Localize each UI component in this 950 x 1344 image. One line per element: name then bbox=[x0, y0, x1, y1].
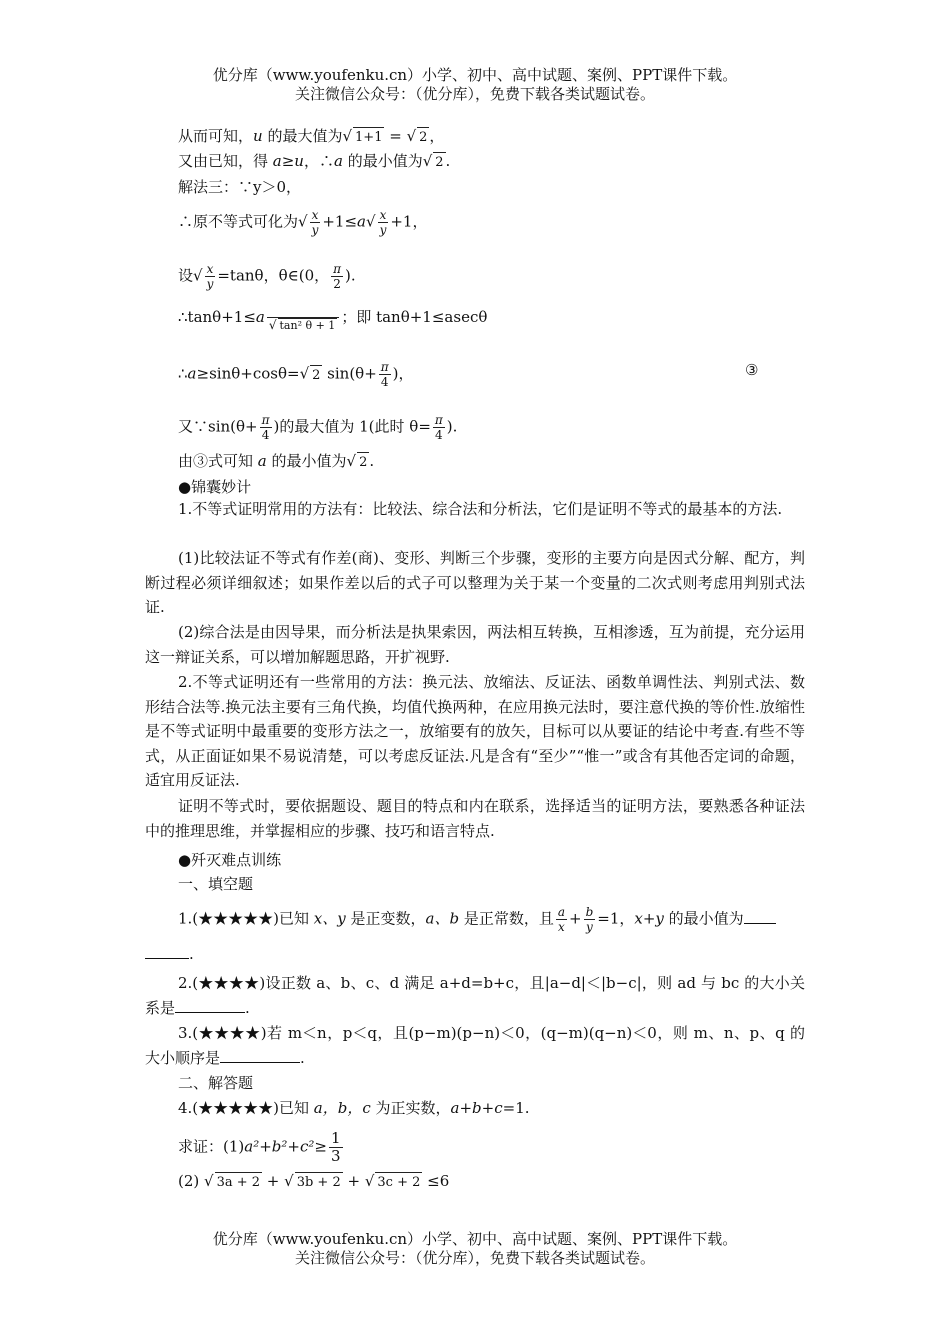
page-footer-line-2: 关注微信公众号：（优分库），免费下载各类试题试卷。 bbox=[294, 1249, 655, 1267]
solution-line-transform: ∴原不等式可化为√ $\frac{x}{y}$ +1≤a√ $\frac{x}{y}$ +1， bbox=[178, 208, 428, 237]
tips-paragraph-5: 证明不等式时，要依据题设、题目的特点和内在联系，选择适当的证明方法，要熟悉各种证法中的推理思维，并掌握相应的步骤、技巧和语言特点. bbox=[145, 797, 805, 840]
page-header-line-1: 优分库（www.youfenku.cn）小学、初中、高中试题、案例、PPT课件下载。 bbox=[212, 66, 738, 84]
solution-line-conclusion: 由③式可知 a 的最小值为√ 2 . bbox=[178, 451, 374, 473]
question-1: 1.(★★★★★)已知 x、y 是正变数，a、b 是正常数，且 $\frac{a}{x}$ + $\frac{b}{y}$ =1，x+y 的最小值为 bbox=[178, 905, 776, 934]
answer-blank-3[interactable] bbox=[220, 1048, 300, 1063]
section-answer-questions: 二、解答题 bbox=[178, 1074, 254, 1092]
question-3: 3.(★★★★)若 m＜n，p＜q，且(p−m)(p−n)＜0，(q−m)(q−n)＜0，则 m、n、p、q 的大小顺序是 . bbox=[145, 1024, 805, 1067]
page-header-line-2: 关注微信公众号：（优分库），免费下载各类试题试卷。 bbox=[294, 85, 655, 103]
question-4-part-1: 求证：(1)a²+b²+c²≥ $\frac{1}{3}$ bbox=[178, 1129, 341, 1165]
answer-blank-1b[interactable] bbox=[145, 944, 189, 959]
practice-heading: ●歼灭难点训练 bbox=[178, 851, 282, 869]
section-fill-in-blank: 一、填空题 bbox=[178, 875, 254, 893]
solution-line-max-sin: 又∵sin(θ+ $\frac{\pi}{4}$ )的最大值为 1(此时 θ= $\frac{\pi}{4}$ ). bbox=[178, 413, 458, 442]
tips-paragraph-1: 1.不等式证明常用的方法有：比较法、综合法和分析法，它们是证明不等式的最基本的方法. bbox=[178, 500, 783, 518]
question-4-part-2: (2) √ 3a + 2 + √ 3b + 2 + √ 3c + 2 ≤6 bbox=[178, 1171, 449, 1193]
tips-paragraph-4: 2.不等式证明还有一些常用的方法：换元法、放缩法、反证法、函数单调性法、判别式法、数形结合法等.换元法主要有三角代换，均值代换两种，在应用换元法时，要注意代换的等价性.放缩性是不等式证明中最重要的变形方法之一，放缩要有的放矢，目标可以从要证的结论中考查.有些不等式，从正面证如果不易说清楚，可以考虑反证法.凡是含有“至少”“惟一”或含有其他否定词的命题，适宜用反证法. bbox=[145, 673, 805, 789]
solution-line-max-u: 从而可知，u 的最大值为√ 1+1 = √ 2 ， bbox=[178, 126, 444, 148]
page-footer-line-1: 优分库（www.youfenku.cn）小学、初中、高中试题、案例、PPT课件下载。 bbox=[212, 1230, 738, 1248]
equation-marker-3: ③ bbox=[745, 361, 759, 379]
solution-line-sin-cos: ∴a≥sinθ+cosθ=√ 2 sin(θ+ $\frac{\pi}{4}$ )， bbox=[178, 360, 414, 389]
answer-blank-2[interactable] bbox=[175, 998, 245, 1013]
answer-blank-1a[interactable] bbox=[744, 909, 776, 924]
tips-heading: ●锦囊妙计 bbox=[178, 478, 252, 496]
solution-line-min-a: 又由已知，得 a≥u，∴a 的最小值为√ 2 . bbox=[178, 151, 450, 173]
tips-paragraph-3: (2)综合法是由因导果，而分析法是执果索因，两法相互转换，互相渗透，互为前提，充分运用这一辩证关系，可以增加解题思路，开扩视野. bbox=[145, 623, 805, 666]
solution-line-substitution: 设√ $\frac{x}{y}$ =tanθ，θ∈(0， $\frac{\pi}{2}$ ). bbox=[178, 262, 356, 291]
question-1-blank-continuation: . bbox=[145, 944, 194, 964]
question-4: 4.(★★★★★)已知 a，b，c 为正实数，a+b+c=1. bbox=[178, 1099, 530, 1117]
tips-paragraph-2: (1)比较法证不等式有作差(商)、变形、判断三个步骤，变形的主要方向是因式分解、配方，判断过程必须详细叙述；如果作差以后的式子可以整理为关于某一个变量的二次式则考虑用判别式法证. bbox=[145, 549, 805, 616]
solution-method-three: 解法三：∵y＞0， bbox=[178, 178, 302, 196]
solution-line-tan: ∴tanθ+1≤a √ tan² θ + 1 ；即 tanθ+1≤asecθ bbox=[178, 303, 487, 333]
question-2: 2.(★★★★)设正数 a、b、c、d 满足 a+d=b+c，且|a−d|＜|b−c|，则 ad 与 bc 的大小关系是 . bbox=[145, 974, 805, 1017]
